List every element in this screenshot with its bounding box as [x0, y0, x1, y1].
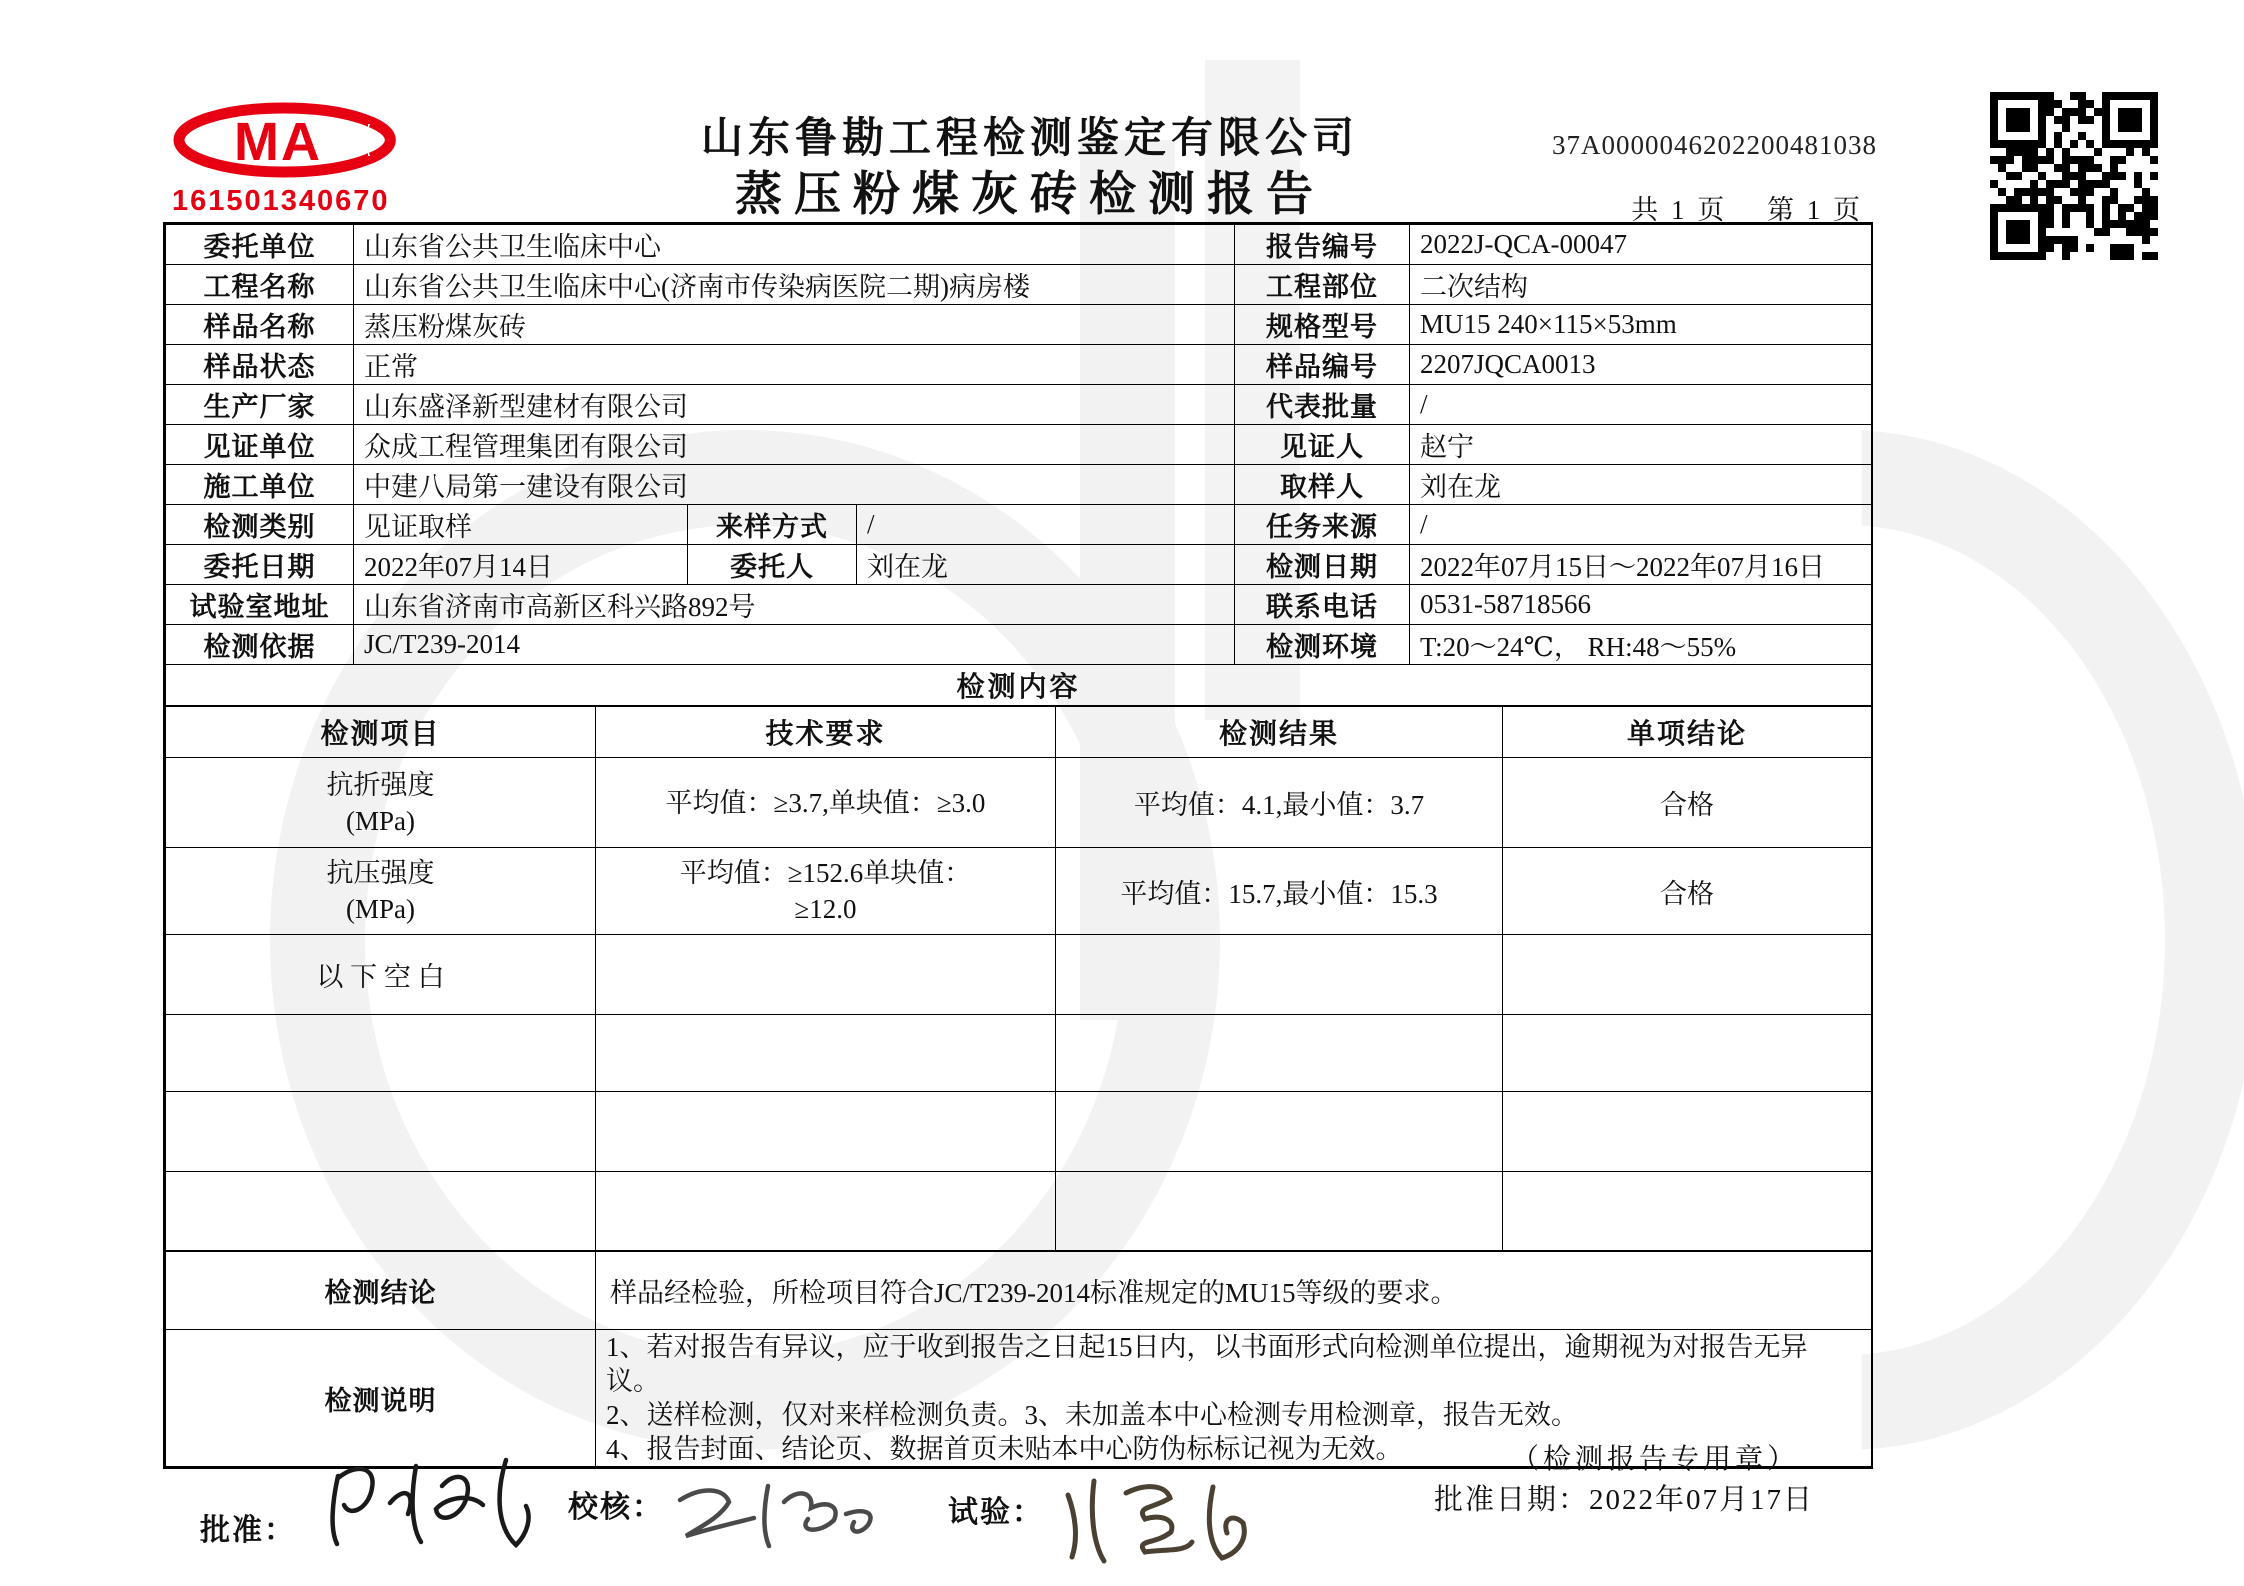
table-row: [166, 545, 1872, 585]
info-label: 检测类别: [166, 505, 354, 545]
column-header: 检测项目: [166, 707, 596, 758]
requirement-line: ≥12.0: [794, 894, 857, 924]
info-value: 中建八局第一建设有限公司: [354, 465, 1235, 505]
empty-cell: [1056, 935, 1503, 1015]
info-label: 检测环境: [1235, 625, 1410, 665]
conclusion: 合格: [1503, 758, 1872, 848]
info-value: /: [1410, 385, 1872, 425]
info-value: 见证取样: [354, 505, 688, 545]
result: 平均值：15.7,最小值：15.3: [1056, 848, 1503, 935]
table-row: [166, 585, 1872, 625]
info-value: T:20～24℃， RH:48～55%: [1410, 625, 1872, 665]
empty-cell: [596, 935, 1056, 1015]
table-row: [166, 425, 1872, 465]
table-row: [166, 385, 1872, 425]
notes-label: 检测说明: [166, 1330, 596, 1467]
empty-cell: [1503, 935, 1872, 1015]
page-count: 共 1 页 第 1 页: [1631, 195, 1863, 225]
info-label: 代表批量: [1235, 385, 1410, 425]
note-line: 2、送样检测，仅对来样检测负责。3、未加盖本中心检测专用检测章，报告无效。: [606, 1400, 1578, 1430]
note-line: 4、报告封面、结论页、数据首页未贴本中心防伪标标记视为无效。: [606, 1434, 1403, 1464]
content-header-row: [166, 707, 1872, 758]
qr-code: [1990, 92, 2158, 260]
empty-row: [166, 1092, 1872, 1172]
info-label: 生产厂家: [166, 385, 354, 425]
empty-cell: [596, 1015, 1056, 1092]
empty-cell: [1503, 1172, 1872, 1251]
info-value: 2022J-QCA-00047: [1410, 225, 1872, 265]
test-signature: [1048, 1465, 1288, 1570]
note-line: 1、若对报告有异议，应于收到报告之日起15日内，以书面形式向检测单位提出，逾期视为对报告无异议。: [606, 1332, 1808, 1396]
info-value: 蒸压粉煤灰砖: [354, 305, 1235, 345]
check-signature: [668, 1462, 883, 1552]
info-label: 工程部位: [1235, 265, 1410, 305]
conclusion-table: [165, 1251, 1872, 1467]
column-header: 检测结果: [1056, 707, 1503, 758]
blank-row: [166, 935, 1872, 1015]
cma-logo-icon: [172, 102, 404, 178]
requirement-line: 平均值：≥152.6单块值：: [679, 858, 972, 888]
empty-cell: [166, 1172, 596, 1251]
info-label: 取样人: [1235, 465, 1410, 505]
company-name: 山东鲁勘工程检测鉴定有限公司: [700, 114, 1359, 161]
check-label: 校核：: [568, 1491, 664, 1524]
info-label: 任务来源: [1235, 505, 1410, 545]
empty-row: [166, 1172, 1872, 1251]
test-item-name: 抗折强度: [326, 769, 435, 800]
info-label: 规格型号: [1235, 305, 1410, 345]
info-value: /: [1410, 505, 1872, 545]
requirement: [596, 758, 1056, 848]
result-row: [166, 758, 1872, 848]
empty-cell: [596, 1092, 1056, 1172]
info-value: 赵宁: [1410, 425, 1872, 465]
info-value: 2022年07月15日～2022年07月16日: [1410, 545, 1872, 585]
info-value: 山东省济南市高新区科兴路892号: [354, 585, 1235, 625]
info-value: 2207JQCA0013: [1410, 345, 1872, 385]
info-value: JC/T239-2014: [354, 625, 1235, 665]
empty-cell: [1503, 1015, 1872, 1092]
content-table: [165, 706, 1872, 1251]
info-label: 来样方式: [688, 505, 857, 545]
column-header: 技术要求: [596, 707, 1056, 758]
serial-number: 37A0000046202200481038: [1552, 130, 1877, 160]
info-label: 报告编号: [1235, 225, 1410, 265]
report-table: [163, 222, 1873, 1469]
empty-cell: [166, 1092, 596, 1172]
seal-note: （检测报告专用章）: [1510, 1444, 1799, 1475]
info-value: MU15 240×115×53mm: [1410, 305, 1872, 345]
info-label: 委托人: [688, 545, 857, 585]
info-label: 样品编号: [1235, 345, 1410, 385]
info-table: [165, 224, 1872, 706]
info-label: 试验室地址: [166, 585, 354, 625]
test-item-unit: (MPa): [346, 805, 415, 836]
info-label: 样品状态: [166, 345, 354, 385]
info-label: 委托单位: [166, 225, 354, 265]
info-value: 刘在龙: [1410, 465, 1872, 505]
info-label: 检测日期: [1235, 545, 1410, 585]
cma-letters: MA: [234, 112, 322, 172]
info-value: 众成工程管理集团有限公司: [354, 425, 1235, 465]
info-value: 0531-58718566: [1410, 585, 1872, 625]
info-value: 山东省公共卫生临床中心: [354, 225, 1235, 265]
empty-cell: [1056, 1092, 1503, 1172]
test-label: 试验：: [948, 1496, 1044, 1529]
conclusion-label: 检测结论: [166, 1252, 596, 1330]
test-item-name: 抗压强度: [326, 858, 435, 888]
empty-cell: [166, 1015, 596, 1092]
result-row: [166, 848, 1872, 935]
info-value: 刘在龙: [857, 545, 1235, 585]
info-label: 工程名称: [166, 265, 354, 305]
conclusion: 合格: [1503, 848, 1872, 935]
info-label: 样品名称: [166, 305, 354, 345]
blank-label: 以 下 空 白: [166, 935, 596, 1015]
test-item: [166, 848, 596, 935]
info-label: 见证单位: [166, 425, 354, 465]
info-label: 检测依据: [166, 625, 354, 665]
table-row: [166, 225, 1872, 265]
table-row: [166, 505, 1872, 545]
requirement-line: 平均值：≥3.7,单块值：≥3.0: [665, 787, 986, 818]
result: 平均值：4.1,最小值：3.7: [1056, 758, 1503, 848]
empty-cell: [1503, 1092, 1872, 1172]
info-value: 山东省公共卫生临床中心(济南市传染病医院二期)病房楼: [354, 265, 1235, 305]
empty-cell: [1056, 1172, 1503, 1251]
requirement: [596, 848, 1056, 935]
info-value: /: [857, 505, 1235, 545]
info-value: 二次结构: [1410, 265, 1872, 305]
conclusion-text: 样品经检验，所检项目符合JC/T239-2014标准规定的MU15等级的要求。: [596, 1252, 1872, 1330]
conclusion-row: [166, 1252, 1872, 1330]
info-label: 施工单位: [166, 465, 354, 505]
section-header-row: [166, 665, 1872, 706]
approve-label: 批准：: [200, 1514, 296, 1547]
table-row: [166, 625, 1872, 665]
info-label: 联系电话: [1235, 585, 1410, 625]
info-value: 山东盛泽新型建材有限公司: [354, 385, 1235, 425]
info-label: 委托日期: [166, 545, 354, 585]
column-header: 单项结论: [1503, 707, 1872, 758]
table-row: [166, 465, 1872, 505]
info-label: 见证人: [1235, 425, 1410, 465]
empty-cell: [1056, 1015, 1503, 1092]
table-row: [166, 265, 1872, 305]
empty-cell: [596, 1172, 1056, 1251]
info-value: 正常: [354, 345, 1235, 385]
test-item: [166, 758, 596, 848]
section-title: 检测内容: [166, 665, 1872, 706]
table-row: [166, 345, 1872, 385]
empty-row: [166, 1015, 1872, 1092]
approve-signature: [320, 1448, 550, 1553]
info-value: 2022年07月14日: [354, 545, 688, 585]
approve-date: 批准日期：2022年07月17日: [1434, 1484, 1815, 1516]
cma-number: 161501340670: [172, 185, 390, 217]
table-row: [166, 305, 1872, 345]
test-item-unit: (MPa): [346, 894, 415, 924]
report-title: 蒸压粉煤灰砖检测报告: [735, 167, 1325, 220]
